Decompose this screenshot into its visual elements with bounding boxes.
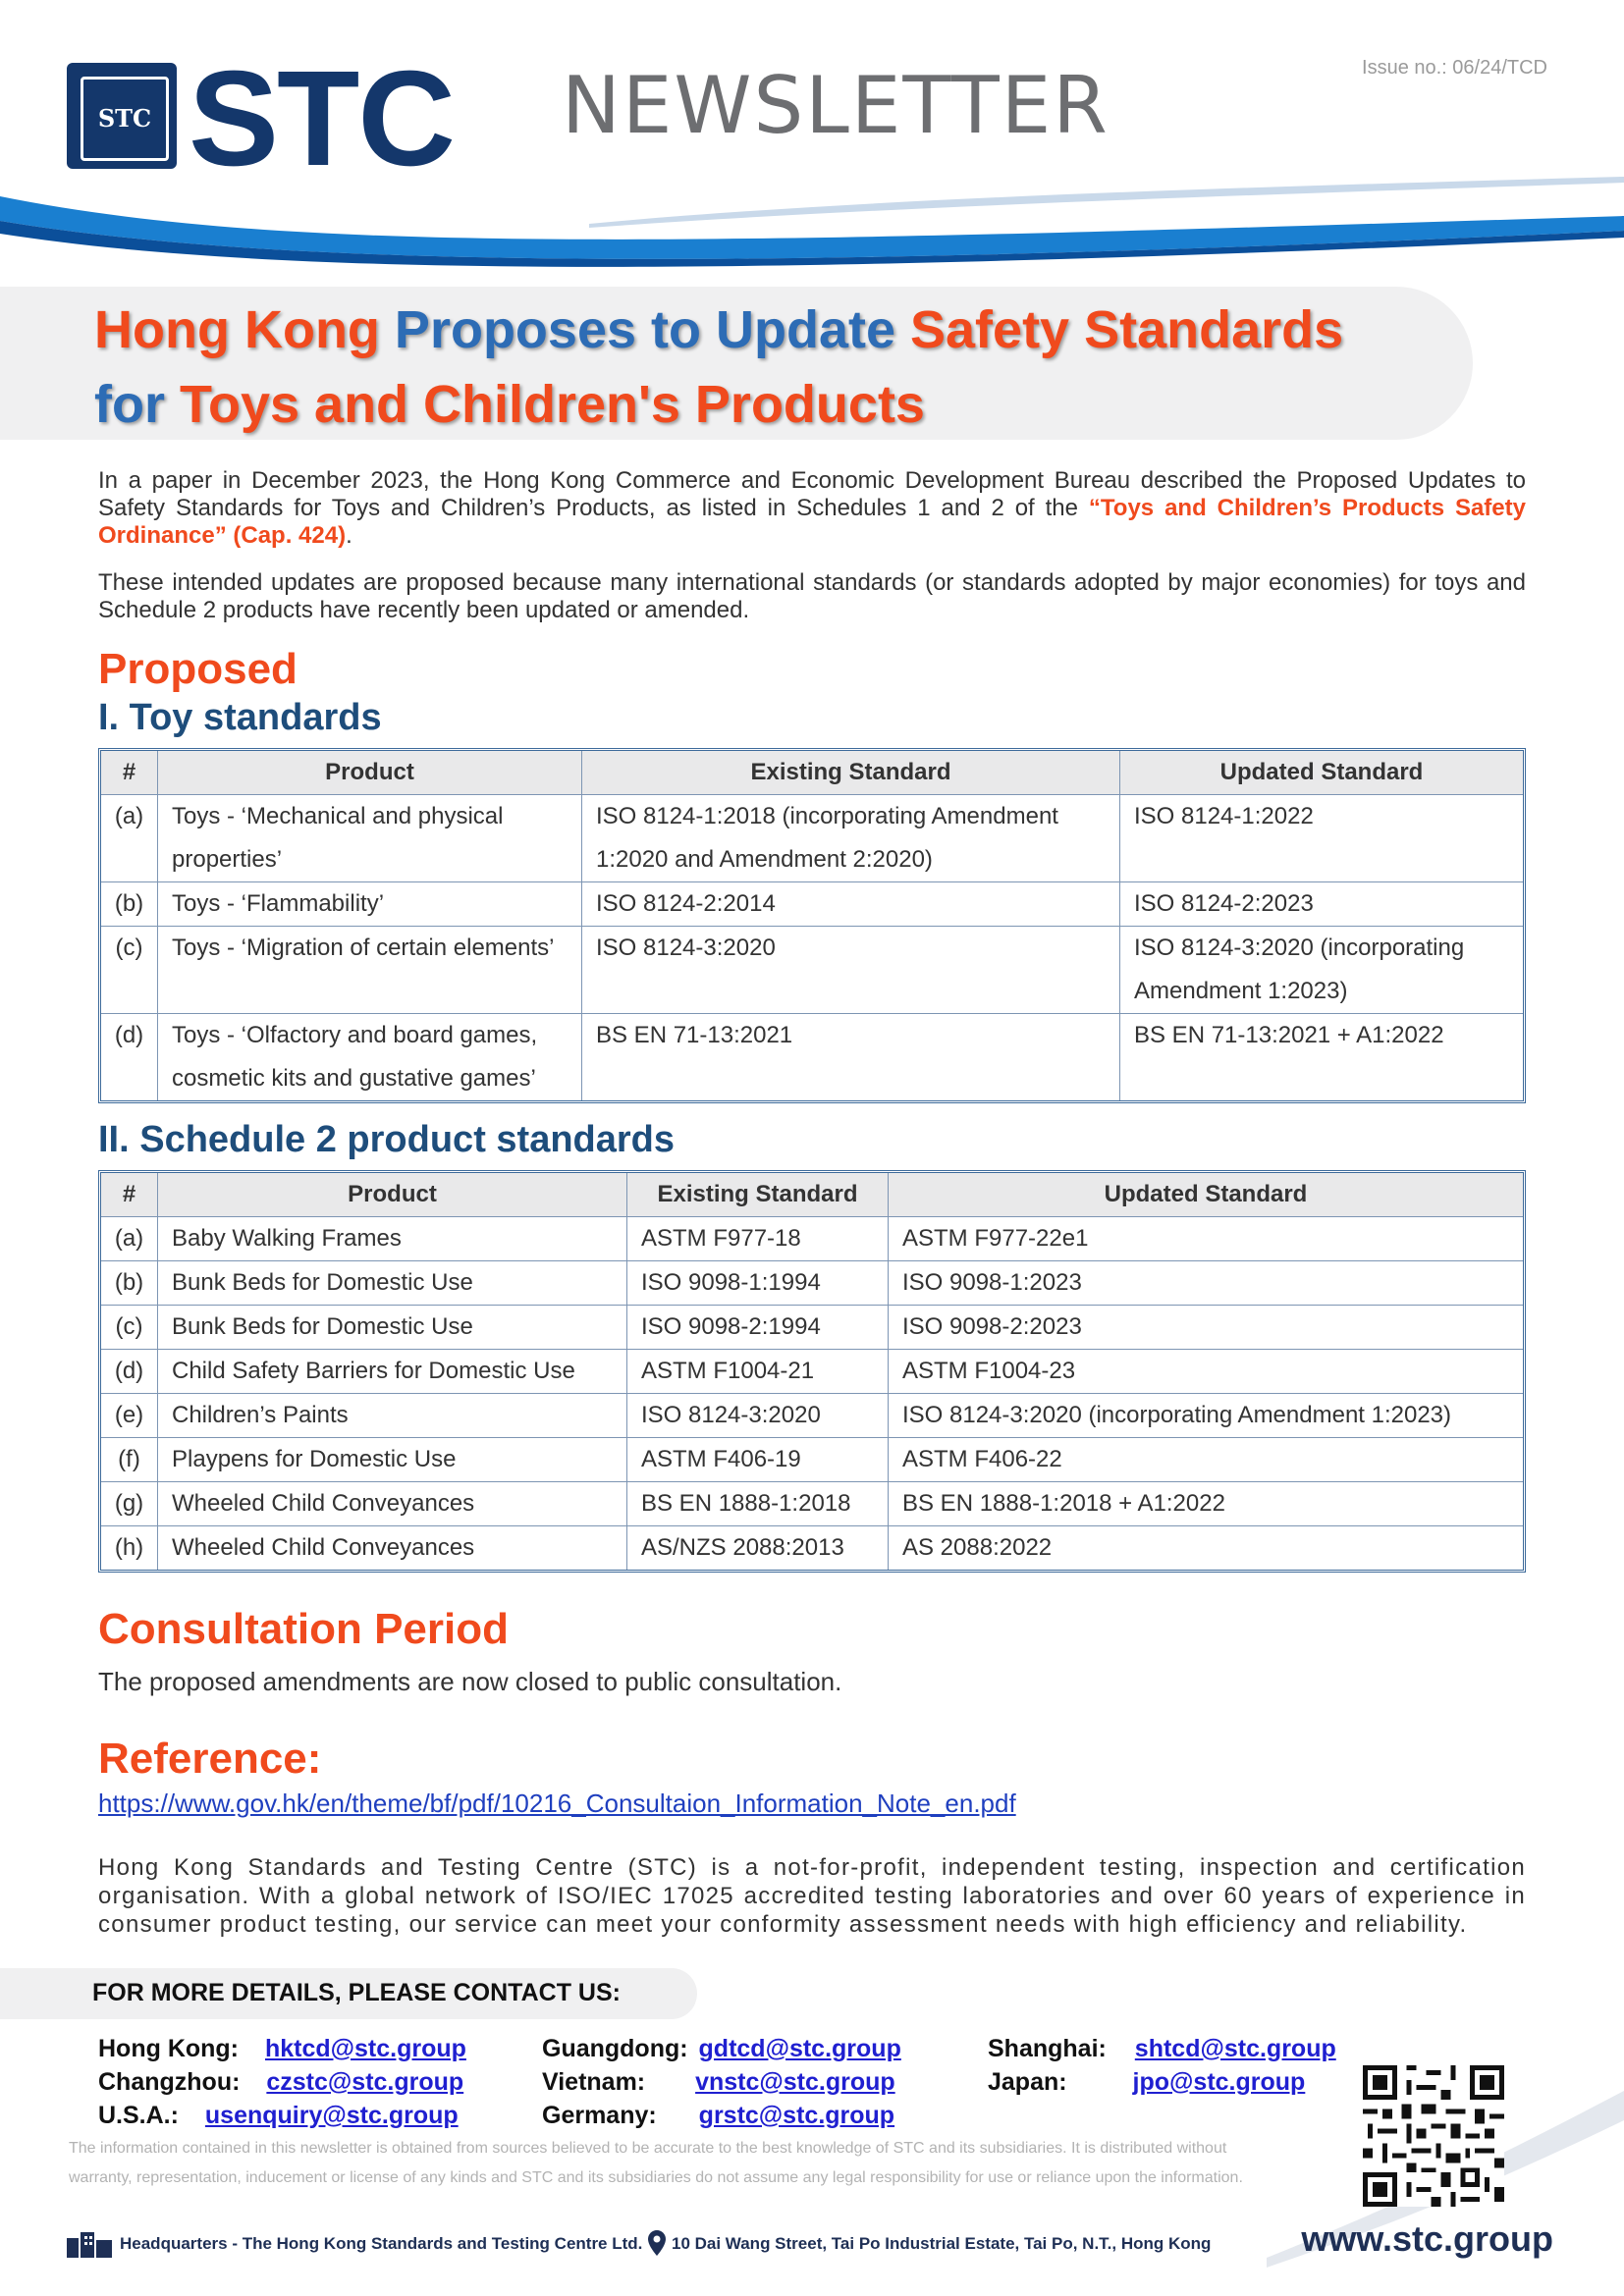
contact-email-link[interactable]: vnstc@stc.group	[695, 2068, 895, 2096]
contact-vietnam	[542, 2065, 895, 2099]
contact-guangdong	[542, 2032, 901, 2065]
contact-email-link[interactable]: shtcd@stc.group	[1134, 2035, 1336, 2062]
stc-logo-mark	[67, 63, 177, 169]
table-row	[101, 1261, 1523, 1306]
contact-usa	[98, 2099, 459, 2132]
contact-region: U.S.A.:	[98, 2102, 179, 2129]
ordinance-highlight: “Toys and Children’s Products Safety Ordinance” (Cap. 424)	[98, 495, 1526, 549]
cell-product: Playpens for Domestic Use	[158, 1438, 627, 1482]
column-header: Updated Standard	[889, 1173, 1523, 1217]
column-header: #	[101, 1173, 158, 1217]
cell-updated: BS EN 1888-1:2018 + A1:2022	[889, 1482, 1523, 1526]
cell-updated: ASTM F1004-23	[889, 1350, 1523, 1394]
table-row	[101, 1217, 1523, 1261]
cell-updated: ISO 9098-1:2023	[889, 1261, 1523, 1306]
cell-existing: ISO 9098-1:1994	[627, 1261, 889, 1306]
cell-existing: AS/NZS 2088:2013	[627, 1526, 889, 1570]
issue-number: Issue no.: 06/24/TCD	[1362, 57, 1547, 79]
intro-text: In a paper in December 2023, the Hong Kong Commerce and Economic Development Bureau described the Proposed Updates to Safety Standards for Toys and Children’s Products, as listed in Schedules 1 and 2 of the	[98, 467, 1526, 521]
contact-email-link[interactable]: czstc@stc.group	[266, 2068, 464, 2096]
article-title	[94, 293, 1489, 442]
cell-num: (d)	[101, 1350, 158, 1394]
headquarters-building-icon	[65, 2228, 114, 2258]
column-header: Updated Standard	[1120, 751, 1523, 795]
cell-num: (f)	[101, 1438, 158, 1482]
cell-product: Wheeled Child Conveyances	[158, 1526, 627, 1570]
cell-updated: ISO 9098-2:2023	[889, 1306, 1523, 1350]
table-row	[101, 882, 1523, 927]
cell-existing: ASTM F977-18	[627, 1217, 889, 1261]
cell-product: Toys - ‘Mechanical and physical properties’	[158, 795, 582, 882]
table-row	[101, 1306, 1523, 1350]
cell-num: (c)	[101, 927, 158, 1014]
cell-num: (a)	[101, 1217, 158, 1261]
cell-existing: BS EN 1888-1:2018	[627, 1482, 889, 1526]
toy-standards-table	[98, 748, 1526, 1103]
title-segment: Toys and Children's Products	[180, 375, 925, 434]
location-pin-icon	[648, 2230, 666, 2256]
cell-existing: ISO 9098-2:1994	[627, 1306, 889, 1350]
schedule-2-heading: II. Schedule 2 product standards	[98, 1119, 676, 1160]
cell-existing: ISO 8124-2:2014	[582, 882, 1120, 927]
reference-heading	[98, 1734, 321, 1785]
toy-standards-heading: I. Toy standards	[98, 697, 382, 738]
consultation-heading: Consultation Period	[98, 1605, 509, 1653]
contact-hong-kong	[98, 2032, 466, 2065]
contact-email-link[interactable]: jpo@stc.group	[1132, 2068, 1306, 2096]
contact-region: Germany:	[542, 2102, 657, 2129]
contact-email-link[interactable]: hktcd@stc.group	[264, 2035, 466, 2062]
contact-shanghai	[988, 2032, 1336, 2065]
contact-email-link[interactable]: grstc@stc.group	[698, 2102, 895, 2129]
cell-updated: ISO 8124-3:2020 (incorporating Amendment 1:2023)	[1120, 927, 1523, 1014]
footer-website[interactable]: www.stc.group	[1301, 2218, 1553, 2259]
cell-product: Toys - ‘Migration of certain elements’	[158, 927, 582, 1014]
table-row	[101, 1438, 1523, 1482]
footer-headquarters: Headquarters - The Hong Kong Standards and Testing Centre Ltd.	[120, 2234, 643, 2253]
column-header: #	[101, 751, 158, 795]
cell-updated: BS EN 71-13:2021 + A1:2022	[1134, 1022, 1444, 1048]
cell-existing: ISO 8124-3:2020	[582, 927, 1120, 1014]
cell-num: (c)	[101, 1306, 158, 1350]
table-row	[101, 795, 1523, 882]
cell-updated: AS 2088:2022	[902, 1534, 1053, 1561]
contact-japan	[988, 2065, 1305, 2099]
newsletter-title: NEWSLETTER	[562, 60, 1110, 151]
header-swoosh-graphic	[0, 177, 1624, 285]
column-header: Existing Standard	[627, 1173, 889, 1217]
cell-product: Wheeled Child Conveyances	[158, 1482, 627, 1526]
cell-num: (a)	[101, 795, 158, 882]
column-header: Existing Standard	[582, 751, 1120, 795]
reference-link-wrap	[98, 1789, 1016, 1819]
cell-product: Children’s Paints	[158, 1394, 627, 1438]
cell-num: (b)	[101, 1261, 158, 1306]
contact-region: Guangdong:	[542, 2035, 688, 2062]
disclaimer-line-2: warranty, representation, inducement or license of any kinds and STC and its subsidiaries do not assume any legal responsibility for use or reliance upon the information.	[69, 2169, 1243, 2186]
cell-product: Bunk Beds for Domestic Use	[158, 1306, 627, 1350]
cell-existing: ISO 8124-3:2020	[627, 1394, 889, 1438]
consultation-text: The proposed amendments are now closed to public consultation.	[98, 1667, 842, 1696]
cell-updated: ISO 8124-1:2022	[1120, 795, 1523, 882]
contact-region: Hong Kong:	[98, 2035, 240, 2062]
intro-end: .	[346, 522, 352, 549]
cell-updated: ASTM F406-22	[889, 1438, 1523, 1482]
table-row	[101, 1014, 1523, 1100]
contact-region: Changzhou:	[98, 2068, 241, 2096]
reference-link[interactable]: https://www.gov.hk/en/theme/bf/pdf/10216_Consultaion_Information_Note_en.pdf	[98, 1789, 1016, 1818]
cell-existing: ISO 8124-1:2018 (incorporating Amendment 1:2020 and Amendment 2:2020)	[582, 795, 1120, 882]
cell-product: Toys - ‘Flammability’	[158, 882, 582, 927]
reference-colon: :	[306, 1735, 322, 1783]
contact-email-link[interactable]: usenquiry@stc.group	[204, 2102, 459, 2129]
table-row	[101, 927, 1523, 1014]
table-row	[101, 1482, 1523, 1526]
cell-updated: ASTM F977-22e1	[889, 1217, 1523, 1261]
contact-changzhou	[98, 2065, 463, 2099]
cell-num: (e)	[101, 1394, 158, 1438]
intro-paragraph-1	[98, 467, 1526, 550]
cell-product: Child Safety Barriers for Domestic Use	[158, 1350, 627, 1394]
stc-logo-text: STC	[189, 43, 454, 194]
title-segment: Safety Standards	[910, 300, 1344, 359]
title-segment: Proposes to Update	[394, 300, 910, 359]
cell-existing: ASTM F406-19	[627, 1438, 889, 1482]
cell-product: Bunk Beds for Domestic Use	[158, 1261, 627, 1306]
reference-heading-text: Reference	[98, 1735, 307, 1783]
intro-paragraph-2: These intended updates are proposed because many international standards (or standards adopted by major economies) for toys and Schedule 2 products have recently been updated or amended.	[98, 569, 1526, 623]
footer-address: 10 Dai Wang Street, Tai Po Industrial Estate, Tai Po, N.T., Hong Kong	[672, 2234, 1212, 2253]
cell-updated: ISO 8124-2:2023	[1120, 882, 1523, 927]
cell-existing: ASTM F1004-21	[627, 1350, 889, 1394]
cell-existing: BS EN 71-13:2021	[582, 1014, 1120, 1100]
cell-num: (h)	[101, 1526, 158, 1570]
table-row	[101, 1526, 1523, 1570]
schedule-2-table	[98, 1170, 1526, 1573]
cell-updated: ISO 8124-3:2020 (incorporating Amendment 1:2023)	[889, 1394, 1523, 1438]
table-row	[101, 1394, 1523, 1438]
stc-logo-glyph: STC	[81, 77, 169, 161]
column-header: Product	[158, 751, 582, 795]
cell-num: (b)	[101, 882, 158, 927]
column-header: Product	[158, 1173, 627, 1217]
contact-email-link[interactable]: gdtcd@stc.group	[698, 2035, 901, 2062]
contact-germany	[542, 2099, 894, 2132]
about-stc: Hong Kong Standards and Testing Centre (STC) is a not-for-profit, independent testing, inspection and certification organisation. With a global network of ISO/IEC 17025 accredited testing laboratories and over 60 years of experience in consumer product testing, our service can meet your conformity assessment needs with high efficiency and reliability.	[98, 1854, 1526, 1938]
contact-region: Vietnam:	[542, 2068, 646, 2096]
section-proposed-heading: Proposed	[98, 645, 298, 693]
cell-num: (d)	[101, 1014, 158, 1100]
contact-region: Shanghai:	[988, 2035, 1107, 2062]
qr-code-icon[interactable]	[1363, 2065, 1504, 2207]
cell-num: (g)	[101, 1482, 158, 1526]
contact-heading: FOR MORE DETAILS, PLEASE CONTACT US:	[92, 1979, 621, 2006]
table-row	[101, 1350, 1523, 1394]
cell-product: Baby Walking Frames	[158, 1217, 627, 1261]
disclaimer-line-1: The information contained in this newsletter is obtained from sources believed to be accurate to the best knowledge of STC and its subsidiaries. It is distributed without	[69, 2140, 1227, 2157]
cell-product: Toys - ‘Olfactory and board games, cosmetic kits and gustative games’	[158, 1014, 582, 1100]
title-segment: for	[94, 375, 180, 434]
contact-region: Japan:	[988, 2068, 1067, 2096]
title-segment: Hong Kong	[94, 300, 395, 359]
